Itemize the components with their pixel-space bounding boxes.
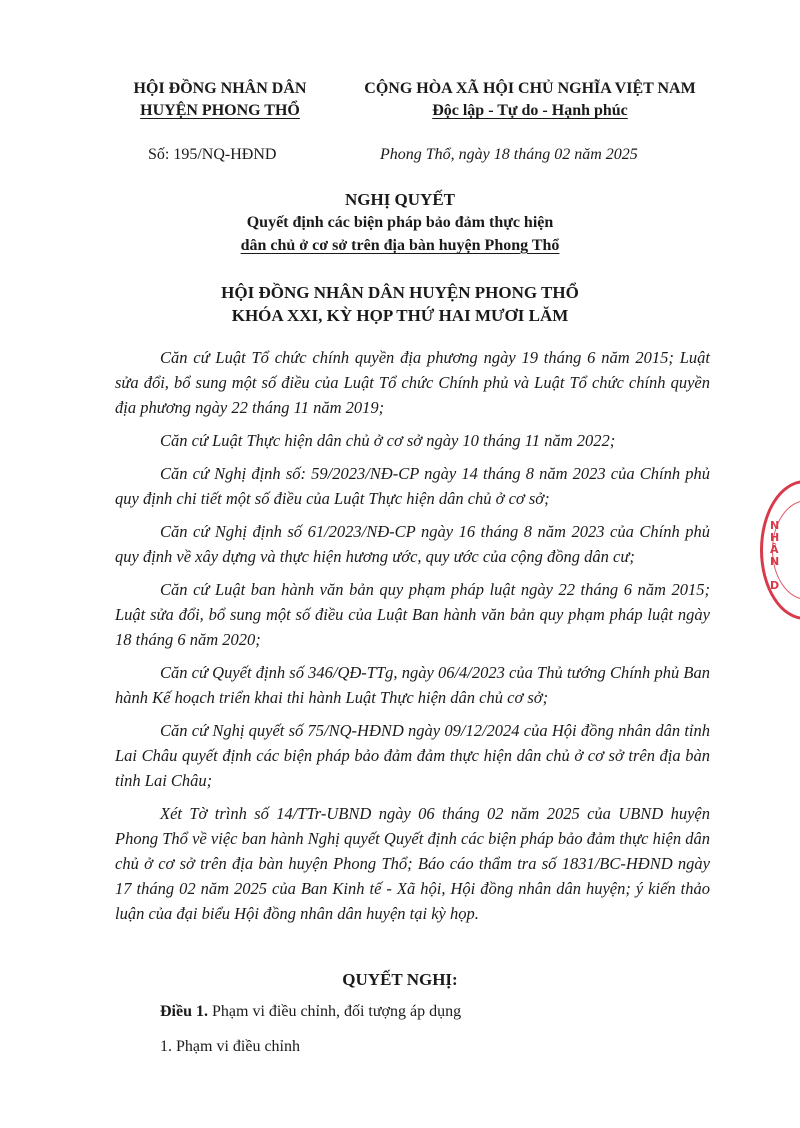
document-type: NGHỊ QUYẾT: [344, 190, 456, 209]
org-line-2: HUYỆN PHONG THỔ: [140, 102, 300, 119]
article-1-item-1: 1. Phạm vi điều chỉnh: [160, 1038, 300, 1055]
org-line-1: HỘI ĐỒNG NHÂN DÂN: [133, 80, 307, 97]
preamble-paragraph: Xét Tờ trình số 14/TTr-UBND ngày 06 tháng 02 năm 2025 của UBND huyện Phong Thổ về việc ban hành Nghị quyết Quyết định các biện pháp bảo đảm thực hiện dân chủ ở cơ sở trên địa bàn huyện Phong Thổ; Báo cáo thẩm tra số 1831/BC-HĐND ngày 17 tháng 02 năm 2025 của Ban Kinh tế - Xã hội, Hội đồng nhân dân huyện; ý kiến thảo luận của đại biểu Hội đồng nhân dân huyện tại kỳ họp.: [115, 804, 710, 923]
subject-line-1: Quyết định các biện pháp bảo đảm thực hiện: [246, 214, 554, 231]
council-line-2: KHÓA XXI, KỲ HỌP THỨ HAI MƯƠI LĂM: [231, 306, 569, 325]
preamble-paragraph: Căn cứ Nghị định số: 59/2023/NĐ-CP ngày 14 tháng 8 năm 2023 của Chính phủ quy định chi tiết một số điều của Luật Thực hiện dân chủ ở cơ sở;: [115, 464, 710, 508]
document-number: Số: 195/NQ-HĐND: [148, 146, 277, 163]
preamble-paragraph: Căn cứ Luật Thực hiện dân chủ ở cơ sở ngày 10 tháng 11 năm 2022;: [160, 431, 616, 450]
nation-line-1: CỘNG HÒA XÃ HỘI CHỦ NGHĨA VIỆT NAM: [364, 80, 696, 97]
preamble: [115, 345, 710, 934]
article-1: [160, 1003, 461, 1021]
subject-line-2: dân chủ ở cơ sở trên địa bàn huyện Phong Thổ: [240, 237, 560, 254]
issuing-organization: [120, 78, 320, 122]
article-1-label: Điều 1.: [160, 1003, 208, 1020]
preamble-paragraph: Căn cứ Luật ban hành văn bản quy phạm pháp luật ngày 22 tháng 6 năm 2015; Luật sửa đổi, bổ sung một số điều của Luật Ban hành văn bản quy phạm pháp luật ngày 18 tháng 6 năm 2020;: [115, 580, 710, 649]
nation-motto: Độc lập - Tự do - Hạnh phúc: [432, 102, 628, 119]
resolution-heading: QUYẾT NGHỊ:: [342, 970, 458, 989]
preamble-paragraph: Căn cứ Nghị định số 61/2023/NĐ-CP ngày 16 tháng 8 năm 2023 của Chính phủ quy định về xây dựng và thực hiện hương ước, quy ước của cộng đồng dân cư;: [115, 522, 710, 566]
preamble-paragraph: Căn cứ Quyết định số 346/QĐ-TTg, ngày 06/4/2023 của Thủ tướng Chính phủ Ban hành Kế hoạch triển khai thi hành Luật Thực hiện dân chủ cơ sở;: [115, 663, 710, 707]
document-date: Phong Thổ, ngày 18 tháng 02 năm 2025: [380, 146, 638, 163]
article-1-title: Phạm vi điều chỉnh, đối tượng áp dụng: [208, 1003, 462, 1020]
council-line-1: HỘI ĐỒNG NHÂN DÂN HUYỆN PHONG THỔ: [221, 283, 579, 302]
national-heading: [340, 78, 720, 122]
preamble-paragraph: Căn cứ Nghị quyết số 75/NQ-HĐND ngày 09/12/2024 của Hội đồng nhân dân tỉnh Lai Châu quyết định các biện pháp bảo đảm đảm thực hiện dân chủ ở cơ sở trên địa bàn tỉnh Lai Châu;: [115, 721, 710, 790]
preamble-paragraph: Căn cứ Luật Tổ chức chính quyền địa phương ngày 19 tháng 6 năm 2015; Luật sửa đổi, bổ sung một số điều của Luật Tổ chức Chính phủ và Luật Tổ chức chính quyền địa phương ngày 22 tháng 11 năm 2019;: [115, 348, 710, 417]
seal-lettering: N H Â N D: [770, 519, 780, 592]
